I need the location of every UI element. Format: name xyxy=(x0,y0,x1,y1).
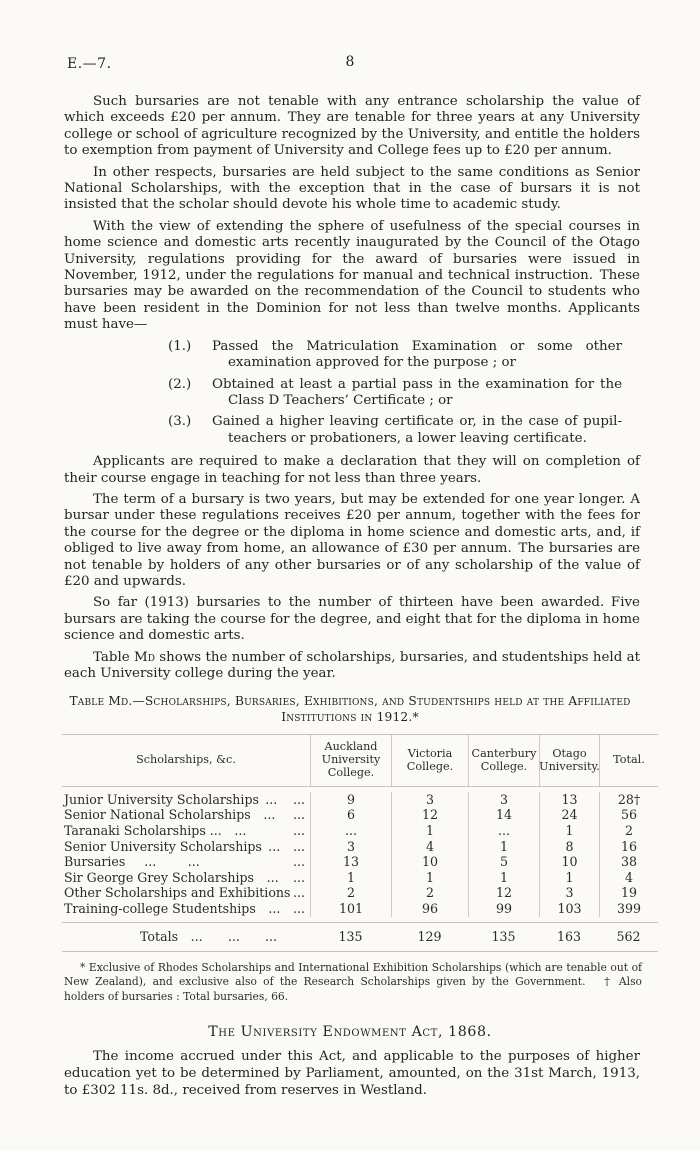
cell-otago: 13 xyxy=(539,792,599,808)
cell-canterbury: 1 xyxy=(468,870,539,886)
list-item-marker: (3.) xyxy=(168,414,192,430)
row-leader-dots: ... xyxy=(292,854,305,870)
cell-auckland: 13 xyxy=(310,854,391,870)
cell-otago: 1 xyxy=(539,870,599,886)
cell-total: 28† xyxy=(599,792,658,808)
cell-victoria: 4 xyxy=(391,839,468,855)
table-row xyxy=(62,854,658,870)
row-leader-dots: ... xyxy=(292,822,305,838)
totals-auckland: 135 xyxy=(338,928,363,944)
column-header-victoria: Victoria College. xyxy=(391,735,468,785)
paragraph-bursaries-conditions: In other respects, bursaries are held subject to the same conditions as Senior National Scholarships, with the exception that in the case of bursars it is not insisted that the scholar should devote his whole time to academic study. xyxy=(64,164,640,213)
section-body xyxy=(64,1048,640,1099)
table-reference: Md xyxy=(134,649,155,665)
table-row xyxy=(62,823,658,839)
cell-auckland: 3 xyxy=(310,839,391,855)
cell-canterbury: 3 xyxy=(468,792,539,808)
paragraph-bursaries-awarded: So far (1913) bursaries to the number of thirteen have been awarded. Five bursars are taking the course for the degree, and eight that for the diploma in home science and domestic arts. xyxy=(64,595,640,644)
paragraph-endowment-income: The income accrued under this Act, and applicable to the purposes of higher education yet to be determined by Parliament, amounted, on the 31st March, 1913, to £302 11s. 8d., received from reserves in Westland. xyxy=(64,1048,640,1098)
row-label-text: Junior University Scholarships ... xyxy=(64,791,278,807)
row-label xyxy=(62,839,310,855)
cell-victoria: 2 xyxy=(391,885,468,901)
table-footnote: * Exclusive of Rhodes Scholarships and International Exhibition Scholarships (which are tenable out of New Zealand), and exclusive also of the Research Scholarships given by the Government. † Also holders of bursaries : Total bursaries, 66. xyxy=(64,961,642,1003)
cell-otago: 103 xyxy=(539,901,599,917)
cell-auckland: 6 xyxy=(310,807,391,823)
paragraph-home-science: With the view of extending the sphere of usefulness of the special courses in home science and domestic arts recently inaugurated by the Council of the Otago University, regulations providing for the award of bursaries were issued in November, 1912, under the regulations for manual and technical instruction. These bursaries may be awarded on the recommendation of the Council to students who have been resident in the Dominion for not less than twelve months. Applicants must have— xyxy=(64,218,640,333)
row-leader-dots: ... xyxy=(292,807,305,823)
page-header xyxy=(0,56,700,76)
cell-otago: 8 xyxy=(539,839,599,855)
row-label xyxy=(62,870,310,886)
cell-canterbury: 14 xyxy=(468,807,539,823)
totals-label: Totals ... ... ... xyxy=(140,928,278,944)
page-number: 8 xyxy=(345,54,355,70)
row-leader-dots: ... xyxy=(292,900,305,916)
cell-canterbury: ... xyxy=(468,823,539,839)
list-item-marker: (2.) xyxy=(168,376,192,392)
table-intro-rest: shows the number of scholarships, bursaries, and studentships held at each University college during the year. xyxy=(64,649,640,681)
table-totals-row xyxy=(62,922,658,953)
cell-total: 19 xyxy=(599,885,658,901)
cell-total: 56 xyxy=(599,807,658,823)
cell-auckland: 2 xyxy=(310,885,391,901)
cell-auckland: 1 xyxy=(310,870,391,886)
cell-victoria: 12 xyxy=(391,807,468,823)
paragraph-table-intro xyxy=(64,650,640,683)
cell-total: 16 xyxy=(599,839,658,855)
table-row xyxy=(62,792,658,808)
table-caption xyxy=(40,693,660,725)
table-row xyxy=(62,885,658,901)
row-leader-dots: ... xyxy=(292,838,305,854)
paragraph-declaration: Applicants are required to make a declaration that they will on completion of their course engage in teaching for not less than three years. xyxy=(64,454,640,486)
row-label xyxy=(62,901,310,917)
cell-otago: 10 xyxy=(539,854,599,870)
table-intro-prefix: Table xyxy=(93,649,134,665)
list-item-text: Passed the Matriculation Examination or some other examination approved for the purpose ; or xyxy=(212,338,622,371)
table-row xyxy=(62,870,658,886)
row-leader-dots: ... xyxy=(292,791,305,807)
row-label-text: Senior University Scholarships ... xyxy=(64,838,281,854)
column-header-canterbury: Canterbury College. xyxy=(468,735,539,785)
table-caption-line1: Table Md.—Scholarships, Bursaries, Exhibitions, and Studentships held at the Affiliated xyxy=(69,694,631,709)
body-text xyxy=(64,94,640,682)
totals-total: 562 xyxy=(616,928,641,944)
row-label-text: Training-college Studentships ... xyxy=(64,900,281,916)
cell-canterbury: 1 xyxy=(468,839,539,855)
row-label-text: Senior National Scholarships ... xyxy=(64,807,276,823)
totals-victoria: 129 xyxy=(417,928,442,944)
list-item xyxy=(168,377,640,410)
cell-victoria: 1 xyxy=(391,870,468,886)
cell-otago: 1 xyxy=(539,823,599,839)
cell-auckland: ... xyxy=(310,823,391,839)
row-label xyxy=(62,792,310,808)
cell-otago: 24 xyxy=(539,807,599,823)
row-label-text: Other Scholarships and Exhibitions xyxy=(64,885,291,901)
cell-canterbury: 99 xyxy=(468,901,539,917)
cell-canterbury: 5 xyxy=(468,854,539,870)
paragraph-bursary-term: The term of a bursary is two years, but may be extended for one year longer. A bursar under these regulations receives £20 per annum, together with the fees for the course for the degree or the diploma in home science and domestic arts, and, if obliged to live away from home, an allowance of £30 per annum. The bursaries are not tenable by holders of any other bursaries or of any scholarship of the value of £20 and upwards. xyxy=(64,491,640,589)
table-row xyxy=(62,901,658,917)
scholarships-table xyxy=(62,734,658,952)
cell-auckland: 101 xyxy=(310,901,391,917)
column-header-auckland: Auckland University College. xyxy=(310,735,391,785)
table-row xyxy=(62,807,658,823)
column-header-scholarships: Scholarships, &c. xyxy=(136,753,236,767)
table-header-row xyxy=(62,734,658,786)
list-item xyxy=(168,339,640,372)
table-caption-line2: Institutions in 1912.* xyxy=(281,710,419,725)
requirements-list xyxy=(168,339,640,447)
paragraph-bursaries-tenure: Such bursaries are not tenable with any entrance scholarship the value of which exceeds £20 per annum. They are tenable for three years at any University college or school of agriculture recognized by the University, and entitle the holders to exemption from payment of University and College fees up to £20 per annum. xyxy=(64,94,640,159)
row-leader-dots: ... xyxy=(292,885,305,901)
list-item-text: Gained a higher leaving certificate or, in the case of pupil-teachers or probationers, a lower leaving certificate. xyxy=(212,414,622,446)
cell-total: 4 xyxy=(599,870,658,886)
row-leader-dots: ... xyxy=(292,869,305,885)
list-item-marker: (1.) xyxy=(168,338,192,354)
cell-victoria: 1 xyxy=(391,823,468,839)
list-item xyxy=(168,414,640,447)
row-label xyxy=(62,823,310,839)
row-label-text: Bursaries ... ... xyxy=(64,854,200,870)
row-label xyxy=(62,885,310,901)
cell-otago: 3 xyxy=(539,885,599,901)
totals-canterbury: 135 xyxy=(491,928,516,944)
cell-canterbury: 12 xyxy=(468,885,539,901)
cell-victoria: 3 xyxy=(391,792,468,808)
column-header-otago: Otago University. xyxy=(539,735,599,785)
table-body xyxy=(62,787,658,917)
row-label-text: Sir George Grey Scholarships ... xyxy=(64,869,279,885)
row-label xyxy=(62,807,310,823)
cell-total: 38 xyxy=(599,854,658,870)
list-item-text: Obtained at least a partial pass in the examination for the Class D Teachers’ Certificate ; or xyxy=(212,376,622,408)
column-header-total: Total. xyxy=(599,735,658,785)
table-row xyxy=(62,839,658,855)
row-label-text: Taranaki Scholarships ... ... xyxy=(64,822,247,838)
row-label xyxy=(62,854,310,870)
cell-victoria: 10 xyxy=(391,854,468,870)
cell-victoria: 96 xyxy=(391,901,468,917)
cell-total: 2 xyxy=(599,823,658,839)
cell-auckland: 9 xyxy=(310,792,391,808)
cell-total: 399 xyxy=(599,901,658,917)
document-reference: E.—7. xyxy=(67,56,112,72)
totals-otago: 163 xyxy=(556,928,582,944)
section-heading-endowment-act: The University Endowment Act, 1868. xyxy=(208,1023,492,1040)
